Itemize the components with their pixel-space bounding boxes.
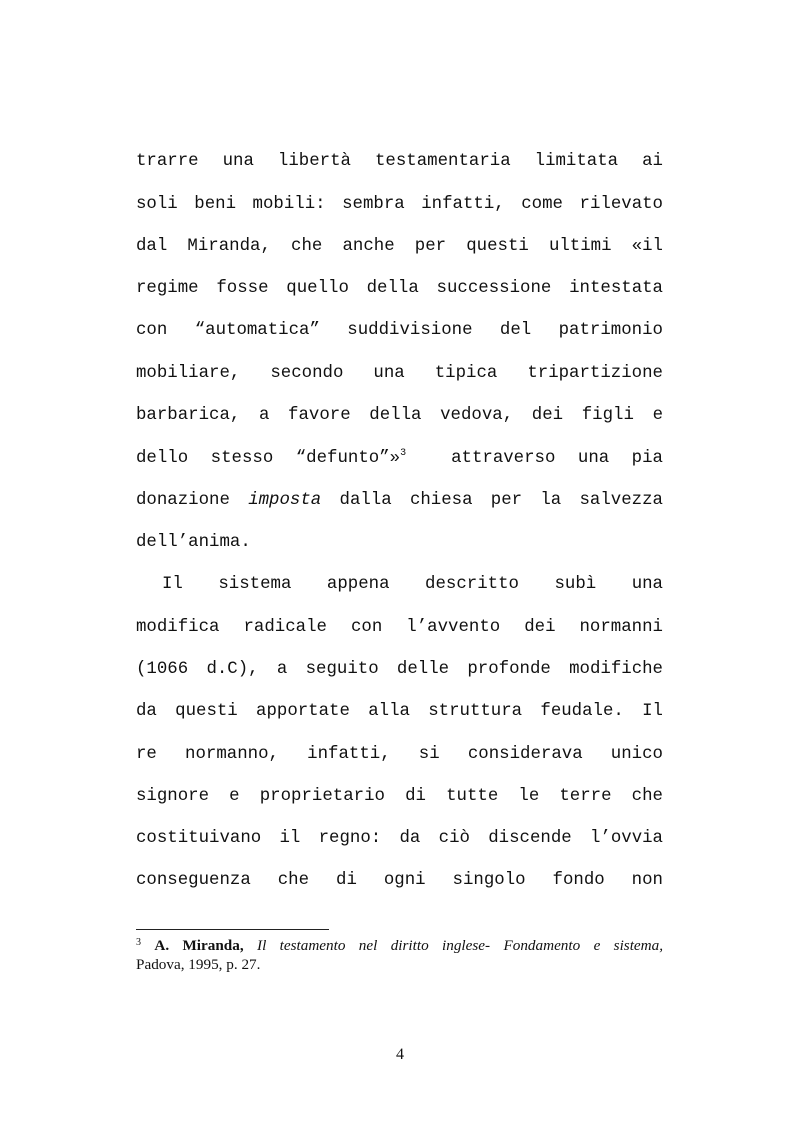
text-line: (1066 d.C), a seguito delle profonde modifiche: [136, 660, 663, 679]
text-line: modifica radicale con l’avvento dei normanni: [136, 618, 663, 637]
footnote-separator: [136, 929, 329, 930]
footnote-ref: 3: [400, 448, 407, 459]
text-line: trarre una libertà testamentaria limitata ai: [136, 152, 663, 171]
text-fragment: dello stesso “defunto”»: [136, 449, 401, 468]
text-line: [136, 490, 663, 512]
text-line: signore e proprietario di tutte le terre che: [136, 787, 663, 806]
text-line: barbarica, a favore della vedova, dei figli e: [136, 406, 663, 425]
text-line: conseguenza che di ogni singolo fondo non: [136, 871, 663, 890]
page-number: 4: [396, 1046, 404, 1063]
text-fragment: dalla chiesa per la salvezza: [321, 491, 663, 510]
text-line: soli beni mobili: sembra infatti, come rilevato: [136, 195, 663, 214]
text-line: Il sistema appena descritto subì una: [162, 575, 663, 594]
footnote-title: Il testamento nel diritto inglese- Fondamento e sistema,: [257, 937, 664, 954]
text-line: mobiliare, secondo una tipica tripartizione: [136, 364, 663, 383]
footnote-author: A. Miranda,: [154, 937, 244, 954]
footnote-line: [136, 936, 663, 955]
text-line: da questi apportate alla struttura feudale. Il: [136, 702, 663, 721]
text-line: costituivano il regno: da ciò discende l’ovvia: [136, 829, 663, 848]
italic-word: imposta: [248, 491, 322, 510]
text-line: con “automatica” suddivisione del patrimonio: [136, 321, 663, 340]
text-line: dal Miranda, che anche per questi ultimi «il: [136, 237, 663, 256]
text-fragment: donazione: [136, 491, 249, 510]
footnote-line: Padova, 1995, p. 27.: [136, 956, 261, 973]
text-line: [136, 448, 663, 470]
footnote-number: 3: [136, 937, 141, 948]
text-fragment: attraverso una pia: [406, 449, 663, 468]
text-line: regime fosse quello della successione intestata: [136, 279, 663, 298]
text-line: dell’anima.: [136, 533, 251, 552]
text-line: re normanno, infatti, si considerava unico: [136, 745, 663, 764]
